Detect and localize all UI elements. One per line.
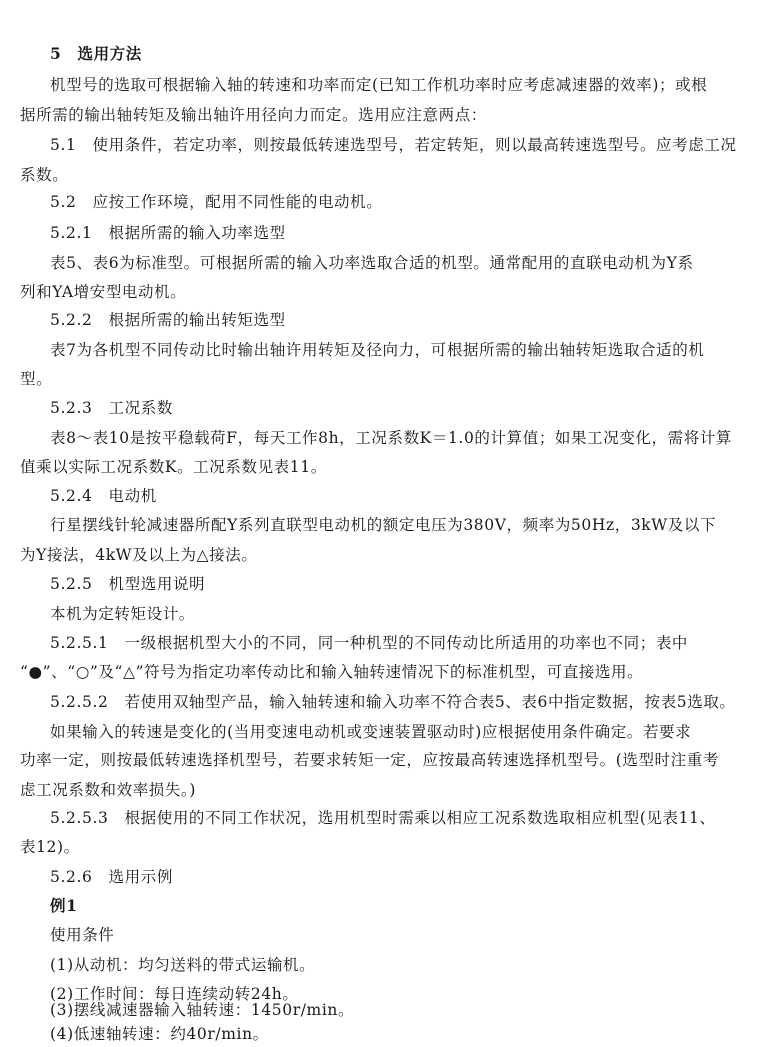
subsection-5-2-1: 5.2.1 根据所需的输入功率选型 bbox=[50, 224, 286, 242]
usage-conditions-label: 使用条件 bbox=[50, 926, 115, 944]
subsection-5-2-5: 5.2.5 机型选用说明 bbox=[50, 575, 206, 593]
paragraph-line: 行星摆线针轮减速器所配Y系列直联型电动机的额定电压为380V，频率为50Hz，3kW及以下 bbox=[50, 516, 717, 534]
subsection-5-2-5-2: 5.2.5.2 若使用双轴型产品，输入轴转速和输入功率不符合表5、表6中指定数据，按表5选取。 bbox=[50, 693, 736, 711]
paragraph-line: 表8～表10是按平稳载荷F，每天工作8h，工况系数K＝1.0的计算值；如果工况变化，需将计算 bbox=[50, 429, 733, 447]
subsection-5-2-5-1: 5.2.5.1 一级根据机型大小的不同，同一种机型的不同传动比所适用的功率也不同；表中 bbox=[50, 634, 689, 652]
subsection-5-2-4: 5.2.4 电动机 bbox=[50, 487, 157, 505]
subsection-5-2-6: 5.2.6 选用示例 bbox=[50, 868, 173, 886]
paragraph-line: 值乘以实际工况系数K。工况系数见表11。 bbox=[20, 458, 327, 476]
paragraph-line: 据所需的输出轴转矩及输出轴许用径向力而定。选用应注意两点： bbox=[20, 106, 487, 124]
condition-item: (1)从动机：均匀送料的带式运输机。 bbox=[50, 956, 316, 974]
subsection-5-2-5-3: 5.2.5.3 根据使用的不同工作状况，选用机型时需乘以相应工况系数选取相应机型(见表11、 bbox=[50, 809, 716, 827]
subsection-5-1: 5.1 使用条件，若定功率，则按最低转速选型号，若定转矩，则以最高转速选型号。应考虑工况 bbox=[50, 136, 737, 154]
subsection-5-2: 5.2 应按工作环境，配用不同性能的电动机。 bbox=[50, 193, 383, 211]
paragraph-line: 如果输入的转速是变化的(当用变速电动机或变速装置驱动时)应根据使用条件确定。若要求 bbox=[50, 723, 692, 741]
paragraph-line: 表7为各机型不同传动比时输出轴许用转矩及径向力，可根据所需的输出轴转矩选取合适的机 bbox=[50, 341, 705, 359]
paragraph-line: 功率一定，则按最低转速选择机型号，若要求转矩一定，应按最高转速选择机型号。(选型时注重考 bbox=[20, 751, 719, 769]
condition-item: (4)低速轴转速：约40r/min。 bbox=[50, 1025, 269, 1043]
paragraph-line: 列和YA增安型电动机。 bbox=[20, 283, 187, 301]
paragraph-line: 型。 bbox=[20, 370, 53, 388]
condition-item: (2)工作时间：每日连续动转24h。 bbox=[50, 985, 299, 1003]
paragraph-line: 表5、表6为标准型。可根据所需的输入功率选取合适的机型。通常配用的直联电动机为Y系 bbox=[50, 254, 694, 272]
subsection-5-2-2: 5.2.2 根据所需的输出转矩选型 bbox=[50, 311, 286, 329]
example-heading: 例1 bbox=[50, 896, 78, 915]
paragraph-line: “●”、“○”及“△”符号为指定功率传动比和输入轴转速情况下的标准机型，可直接选用。 bbox=[20, 663, 644, 681]
section-heading-5: 5 选用方法 bbox=[50, 44, 142, 63]
paragraph-line: 虑工况系数和效率损失。) bbox=[20, 781, 196, 799]
paragraph-line: 表12)。 bbox=[20, 838, 80, 856]
paragraph-line: 本机为定转矩设计。 bbox=[50, 605, 195, 623]
subsection-5-2-3: 5.2.3 工况系数 bbox=[50, 399, 173, 417]
paragraph-line: 为Y接法，4kW及以上为△接法。 bbox=[20, 546, 258, 564]
paragraph-line: 机型号的选取可根据输入轴的转速和功率而定(已知工作机功率时应考虑减速器的效率)；或根 bbox=[50, 76, 708, 94]
condition-item: (3)摆线减速器输入轴转速：1450r/min。 bbox=[50, 1001, 355, 1019]
paragraph-line: 系数。 bbox=[20, 166, 69, 184]
